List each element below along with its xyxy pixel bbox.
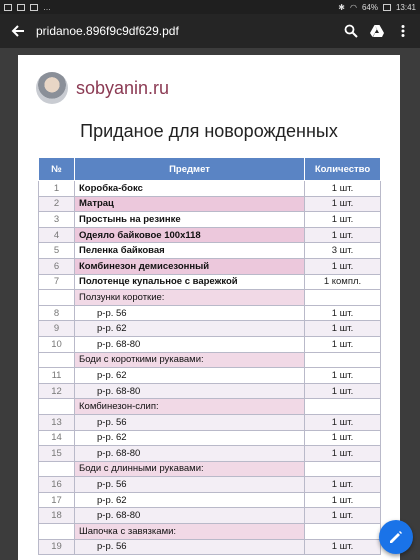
row-item: Матрац — [75, 196, 305, 212]
table-row — [39, 508, 381, 524]
wifi-icon: ◠ — [349, 2, 357, 12]
table-row — [39, 196, 381, 212]
row-quantity: 3 шт. — [305, 243, 381, 259]
battery-level: 64% — [361, 2, 378, 12]
row-item: р-р. 56 — [75, 305, 305, 321]
row-item: Шапочка с завязками: — [75, 524, 305, 540]
row-quantity: 1 шт. — [305, 508, 381, 524]
more-vert-icon[interactable] — [396, 24, 410, 38]
row-number: 18 — [39, 508, 75, 524]
row-number — [39, 352, 75, 368]
column-header-quantity: Количество — [305, 158, 381, 181]
brand-name: sobyanin.ru — [76, 77, 170, 98]
table-row — [39, 243, 381, 259]
row-quantity: 1 шт. — [305, 336, 381, 352]
row-number: 19 — [39, 539, 75, 555]
row-item: Коробка-бокс — [75, 181, 305, 197]
row-item: Ползунки короткие: — [75, 290, 305, 306]
notification-icon — [4, 4, 12, 11]
row-number: 11 — [39, 368, 75, 384]
row-quantity: 1 шт. — [305, 430, 381, 446]
row-item: Боди с длинными рукавами: — [75, 461, 305, 477]
table-row — [39, 227, 381, 243]
notification-icon — [17, 4, 25, 11]
row-number: 2 — [39, 196, 75, 212]
row-quantity: 1 шт. — [305, 368, 381, 384]
status-bar — [0, 0, 420, 14]
row-number: 7 — [39, 274, 75, 290]
row-quantity: 1 шт. — [305, 414, 381, 430]
row-number: 5 — [39, 243, 75, 259]
column-header-number: № — [39, 158, 75, 181]
table-row — [39, 212, 381, 228]
row-number: 1 — [39, 181, 75, 197]
row-quantity: 1 шт. — [305, 196, 381, 212]
app-bar — [0, 14, 420, 48]
table-row — [39, 539, 381, 555]
back-arrow-icon[interactable] — [0, 14, 36, 48]
row-number: 6 — [39, 258, 75, 274]
row-quantity: 1 шт. — [305, 305, 381, 321]
row-item: Комбинезон демисезонный — [75, 258, 305, 274]
row-number: 10 — [39, 336, 75, 352]
row-quantity: 1 шт. — [305, 212, 381, 228]
table-row — [39, 321, 381, 337]
row-item: Одеяло байковое 100х118 — [75, 227, 305, 243]
brand — [36, 72, 169, 104]
row-item: Комбинезон-слип: — [75, 399, 305, 415]
row-item: р-р. 62 — [75, 368, 305, 384]
row-quantity: 1 шт. — [305, 321, 381, 337]
row-item: р-р. 56 — [75, 539, 305, 555]
row-quantity: 1 шт. — [305, 181, 381, 197]
row-number: 17 — [39, 492, 75, 508]
row-quantity — [305, 352, 381, 368]
row-number — [39, 290, 75, 306]
row-quantity: 1 шт. — [305, 258, 381, 274]
document-title: Приданое для новорожденных — [80, 121, 338, 141]
row-item: р-р. 62 — [75, 492, 305, 508]
group-row — [39, 352, 381, 368]
row-quantity — [305, 524, 381, 540]
group-row — [39, 461, 381, 477]
row-number: 13 — [39, 414, 75, 430]
edit-pencil-icon — [388, 529, 404, 545]
table-row — [39, 492, 381, 508]
row-number: 14 — [39, 430, 75, 446]
more-notifications-icon: … — [43, 2, 51, 12]
row-number — [39, 399, 75, 415]
row-item: р-р. 68-80 — [75, 336, 305, 352]
table-row — [39, 336, 381, 352]
table-row — [39, 414, 381, 430]
table-row — [39, 181, 381, 197]
row-quantity — [305, 461, 381, 477]
row-quantity: 1 компл. — [305, 274, 381, 290]
row-number: 16 — [39, 477, 75, 493]
column-header-item: Предмет — [75, 158, 305, 181]
row-number — [39, 461, 75, 477]
row-item: р-р. 62 — [75, 321, 305, 337]
row-item: р-р. 56 — [75, 414, 305, 430]
table-row — [39, 274, 381, 290]
row-item: Простынь на резинке — [75, 212, 305, 228]
row-number — [39, 524, 75, 540]
file-title: pridanoe.896f9c9df629.pdf — [36, 24, 179, 38]
table-row — [39, 430, 381, 446]
row-quantity: 1 шт. — [305, 477, 381, 493]
edit-button[interactable] — [379, 520, 413, 554]
battery-icon — [383, 4, 391, 11]
row-quantity: 1 шт. — [305, 539, 381, 555]
avatar — [36, 72, 68, 104]
group-row — [39, 290, 381, 306]
search-icon[interactable] — [344, 24, 358, 38]
row-quantity — [305, 290, 381, 306]
clock: 13:41 — [395, 2, 416, 12]
group-row — [39, 399, 381, 415]
table-row — [39, 368, 381, 384]
row-quantity: 1 шт. — [305, 446, 381, 462]
items-table — [38, 157, 381, 555]
bluetooth-icon: ✱ — [338, 2, 345, 12]
table-row — [39, 258, 381, 274]
table-row — [39, 477, 381, 493]
row-quantity: 1 шт. — [305, 383, 381, 399]
row-item: р-р. 68-80 — [75, 446, 305, 462]
row-number: 9 — [39, 321, 75, 337]
row-number: 3 — [39, 212, 75, 228]
row-item: р-р. 68-80 — [75, 508, 305, 524]
row-number: 4 — [39, 227, 75, 243]
pdf-page[interactable] — [18, 55, 400, 560]
row-item: р-р. 56 — [75, 477, 305, 493]
row-quantity: 1 шт. — [305, 492, 381, 508]
row-item: Полотенце купальное с варежкой — [75, 274, 305, 290]
table-row — [39, 446, 381, 462]
row-quantity — [305, 399, 381, 415]
row-number: 12 — [39, 383, 75, 399]
row-item: р-р. 68-80 — [75, 383, 305, 399]
row-number: 8 — [39, 305, 75, 321]
row-item: Пеленка байковая — [75, 243, 305, 259]
row-item: р-р. 62 — [75, 430, 305, 446]
notification-icon — [30, 4, 38, 11]
table-row — [39, 305, 381, 321]
row-quantity: 1 шт. — [305, 227, 381, 243]
table-row — [39, 383, 381, 399]
row-item: Боди с короткими рукавами: — [75, 352, 305, 368]
row-number: 15 — [39, 446, 75, 462]
group-row — [39, 524, 381, 540]
drive-icon[interactable] — [370, 24, 384, 38]
